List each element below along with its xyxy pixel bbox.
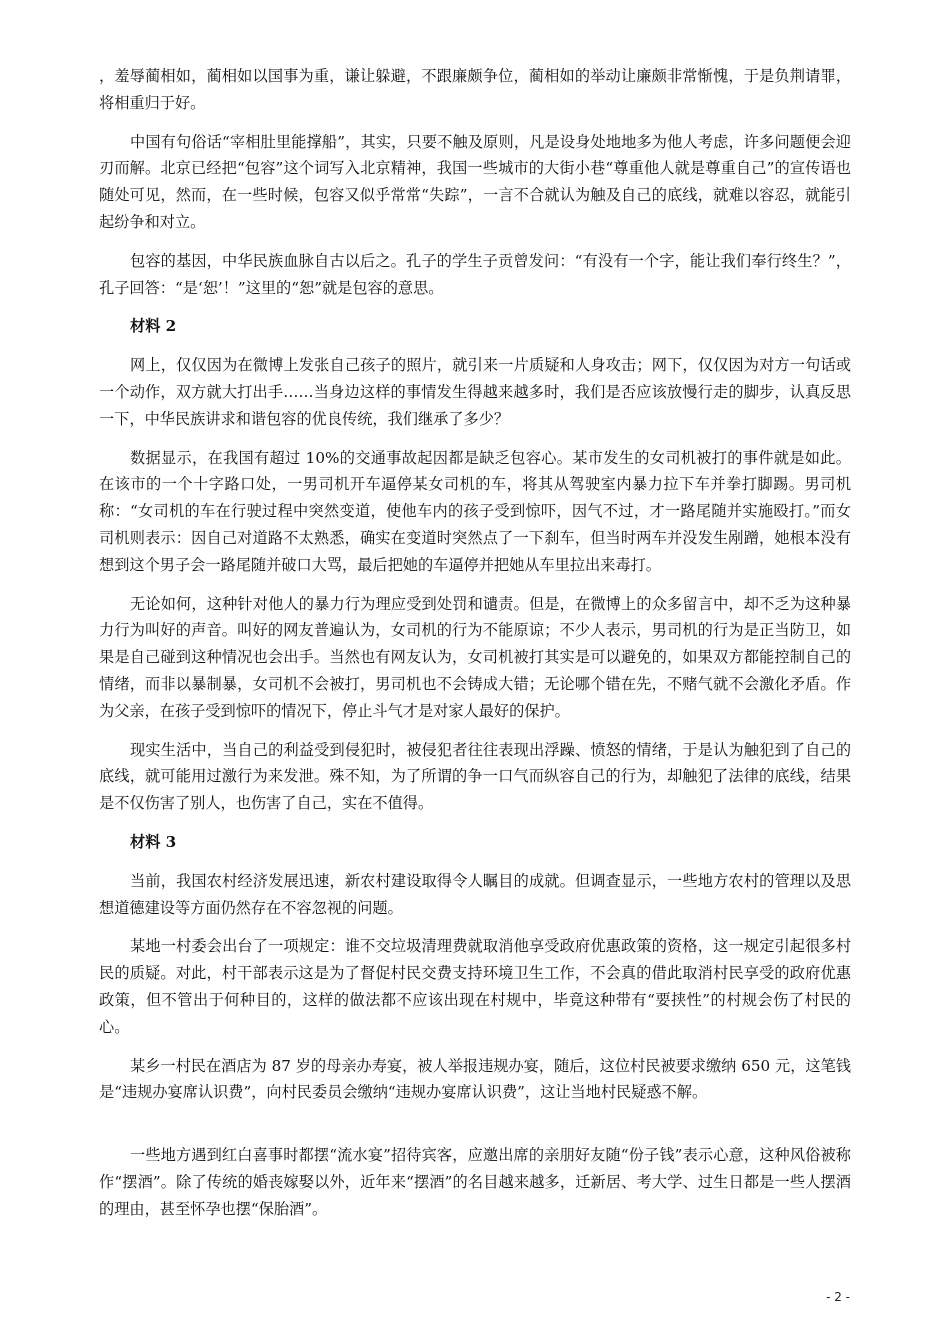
document-body xyxy=(99,63,851,1234)
spacer xyxy=(99,1118,851,1142)
section-heading-material-2: 材料 2 xyxy=(130,317,177,336)
paragraph: 中国有句俗话“宰相肚里能撑船”，其实，只要不触及原则，凡是设身处地地多为他人考虑，许多问题便会迎刃而解。北京已经把“包容”这个词写入北京精神，我国一些城市的大街小巷“尊重他人就是尊重自己”的宣传语也随处可见，然而，在一些时候，包容又似乎常常“失踪”，一言不合就认为触及自己的底线，就难以容忍，就能引起纷争和对立。 xyxy=(99,132,851,231)
paragraph: 包容的基因，中华民族血脉自古以后之。孔子的学生子贡曾发问：“有没有一个字，能让我们奉行终生？”，孔子回答：“是‘恕’！”这里的“恕”就是包容的意思。 xyxy=(99,251,851,297)
paragraph: 数据显示，在我国有超过 10%的交通事故起因都是缺乏包容心。某市发生的女司机被打的事件就是如此。在该市的一个十字路口处，一男司机开车逼停某女司机的车，将其从驾驶室内暴力拉下车并拳打脚踢。男司机称：“女司机的车在行驶过程中突然变道，使他车内的孩子受到惊吓，因气不过，才一路尾随并实施殴打。”而女司机则表示：因自己对道路不太熟悉，确实在变道时突然点了一下刹车，但当时两车并没发生剐蹭，她根本没有想到这个男子会一路尾随并破口大骂，最后把她的车逼停并把她从车里拉出来毒打。 xyxy=(99,448,851,574)
paragraph: 一些地方遇到红白喜事时都摆“流水宴”招待宾客，应邀出席的亲朋好友随“份子钱”表示心意，这种风俗被称作“摆酒”。除了传统的婚丧嫁娶以外，近年来“摆酒”的名目越来越多，迁新居、考大学、过生日都是一些人摆酒的理由，甚至怀孕也摆“保胎酒”。 xyxy=(99,1146,851,1218)
paragraph: 网上，仅仅因为在微博上发张自己孩子的照片，就引来一片质疑和人身攻击；网下，仅仅因为对方一句话或一个动作，双方就大打出手……当身边这样的事情发生得越来越多时，我们是否应该放慢行走的脚步，认真反思一下，中华民族讲求和谐包容的优良传统，我们继承了多少？ xyxy=(99,356,851,428)
paragraph: 某地一村委会出台了一项规定：谁不交垃圾清理费就取消他享受政府优惠政策的资格，这一规定引起很多村民的质疑。对此，村干部表示这是为了督促村民交费支持环境卫生工作，不会真的借此取消村民享受的政府优惠政策，但不管出于何种目的，这样的做法都不应该出现在村规中，毕竟这种带有“要挟性”的村规会伤了村民的心。 xyxy=(99,937,851,1036)
paragraph: ，羞辱蔺相如，蔺相如以国事为重，谦让躲避，不跟廉颇争位，蔺相如的举动让廉颇非常惭愧，于是负荆请罪，将相重归于好。 xyxy=(99,67,851,112)
paragraph: 无论如何，这种针对他人的暴力行为理应受到处罚和谴责。但是，在微博上的众多留言中，却不乏为这种暴力行为叫好的声音。叫好的网友普遍认为，女司机的行为不能原谅；不少人表示，男司机的行为是正当防卫，如果是自己碰到这种情况也会出手。当然也有网友认为，女司机被打其实是可以避免的，如果双方都能控制自己的情绪，而非以暴制暴，女司机不会被打，男司机也不会铸成大错；无论哪个错在先，不赌气就不会激化矛盾。作为父亲，在孩子受到惊吓的情况下，停止斗气才是对家人最好的保护。 xyxy=(99,594,851,720)
paragraph: 当前，我国农村经济发展迅速，新农村建设取得令人瞩目的成就。但调查显示，一些地方农村的管理以及思想道德建设等方面仍然存在不容忽视的问题。 xyxy=(99,871,851,917)
section-heading-material-3: 材料 3 xyxy=(130,832,177,851)
page-number: - 2 - xyxy=(826,1290,850,1304)
paragraph: 现实生活中，当自己的利益受到侵犯时，被侵犯者往往表现出浮躁、愤怒的情绪，于是认为触犯到了自己的底线，就可能用过激行为来发泄。殊不知，为了所谓的争一口气而纵容自己的行为，却触犯了法律的底线，结果是不仅伤害了别人，也伤害了自己，实在不值得。 xyxy=(99,740,851,813)
paragraph: 某乡一村民在酒店为 87 岁的母亲办寿宴，被人举报违规办宴，随后，这位村民被要求缴纳 650 元，这笔钱是“违规办宴席认识费”，向村民委员会缴纳“违规办宴席认识费”，这让当地村民疑惑不解。 xyxy=(99,1056,851,1102)
